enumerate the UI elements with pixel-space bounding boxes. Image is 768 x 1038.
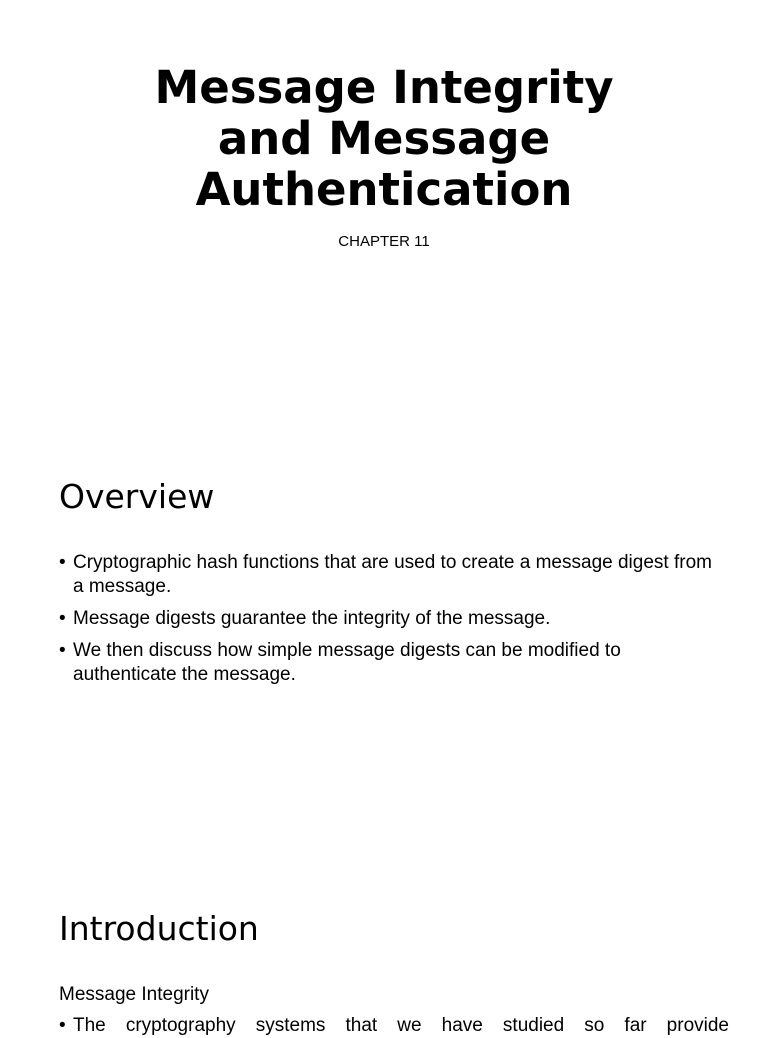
main-title-line: Message Integrity <box>154 61 614 114</box>
introduction-slide <box>0 864 768 1036</box>
message-integrity-subheading: Message Integrity <box>59 984 209 1005</box>
main-title-line: and Message <box>217 112 551 165</box>
overview-heading: Overview <box>59 477 215 516</box>
title-slide <box>0 0 768 432</box>
title-block <box>0 62 768 252</box>
introduction-heading: Introduction <box>59 909 259 948</box>
chapter-subtitle: CHAPTER 11 <box>338 233 430 250</box>
bullet-item: • Cryptographic hash functions that are used to create a message digest from a message. <box>59 551 715 599</box>
bullet-item: • Message digests guarantee the integrity of the message. <box>59 607 715 631</box>
bullet-item: • The cryptography systems that we have studied so far provide <box>59 1014 729 1038</box>
overview-bullet-list <box>59 551 715 695</box>
bullet-item: • We then discuss how simple message digests can be modified to authenticate the message. <box>59 639 715 687</box>
main-title-line: Authentication <box>195 163 573 216</box>
overview-slide <box>0 432 768 864</box>
main-title <box>0 62 768 215</box>
